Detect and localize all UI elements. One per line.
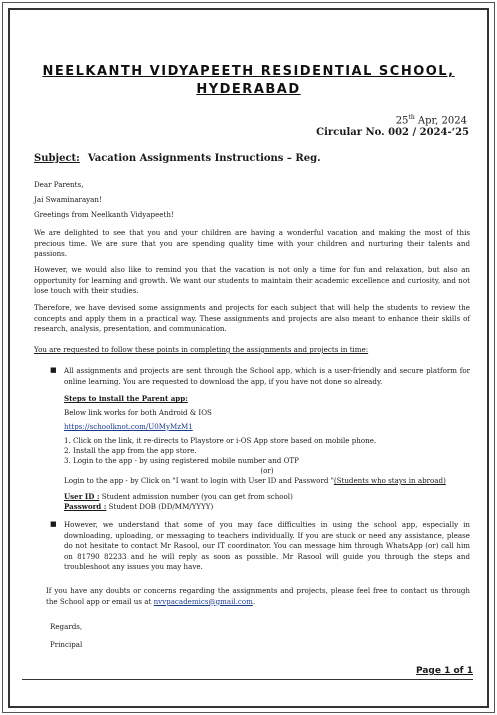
step-3: 3. Login to the app - by using registered mobile number and OTP (64, 456, 299, 465)
paragraph-reminder: However, we would also like to remind you that the vacation is not only a time for fun and relaxation, but also an opportunity for learning and growth. We want our students to maintain their academic excellence and curiosity, and not lose touch with their studies. (34, 265, 470, 296)
step-4: Login to the app - by Click on "I want to login with User ID and Password "(Students who stays in abroad) (64, 476, 446, 485)
bullet-dot: ■ (50, 366, 57, 374)
footer-rule (22, 679, 473, 680)
circular-date: 25th Apr, 2024 (395, 114, 467, 127)
steps-note: Below link works for both Android & IOS (64, 408, 212, 417)
step-or: (or) (260, 466, 274, 475)
paragraph-assignments: Therefore, we have devised some assignments and projects for each subject that will help the students to review the concepts and apply them in a practical way. These assignments and projects are also meant to enhance their skills of research, analysis, presentation, and communication. (34, 303, 470, 334)
paragraph-delighted: We are delighted to see that you and your children are having a wonderful vacation and making the most of this precious time. We are sure that you are spending quality time with your children and nurturing their talents and passions. (34, 228, 470, 259)
password-info: Password : Student DOB (DD/MM/YYYY) (64, 502, 214, 511)
steps-title: Steps to install the Parent app: (64, 394, 188, 403)
bullet-support: However, we understand that some of you may face difficulties in using the school app, especially in downloading, uploading, or messaging to teachers individually. If you are stuck or need any assistance, please do not hesitate to contact Mr Rasool, our IT coordinator. You can message him through WhatsApp (or) call him on 81790 82233 and he will reply as soon as possible. Mr Rasool will guide you through the steps and troubleshoot any issues you may have. (64, 520, 470, 572)
school-name-line2: HYDERABAD (196, 82, 301, 97)
user-id-info: User ID : Student admission number (you can get from school) (64, 492, 293, 501)
closing-paragraph: If you have any doubts or concerns regarding the assignments and projects, please feel free to contact us through the School app or email us at nvvpacademics@gmail.com. (46, 586, 470, 606)
principal-signoff: Principal (50, 640, 83, 649)
circular-number: Circular No. 002 / 2024-‘25 (316, 127, 469, 138)
bullet-app-download: All assignments and projects are sent through the School app, which is a user-friendly and secure platform for online learning. You are requested to download the app, if you have not done so already. (64, 366, 470, 386)
regards: Regards, (50, 622, 83, 631)
greeting-dear-parents: Dear Parents, (34, 180, 84, 189)
email-link[interactable]: nvvpacademics@gmail.com (153, 596, 253, 606)
steps-link[interactable]: https://schoolknot.com/U0MyMzM1 (64, 422, 193, 431)
greeting-jai: Jai Swaminarayan! (34, 195, 102, 204)
page-footer: Page 1 of 1 (416, 666, 473, 676)
paragraph-instructions: You are requested to follow these points in completing the assignments and projects in time: (34, 345, 369, 354)
bullet-dot: ■ (50, 520, 57, 528)
greeting-neelkanth: Greetings from Neelkanth Vidyapeeth! (34, 210, 174, 219)
step-2: 2. Install the app from the app store. (64, 446, 197, 455)
school-name-line1: NEELKANTH VIDYAPEETH RESIDENTIAL SCHOOL, (42, 64, 455, 79)
step-1: 1. Click on the link, it re-directs to Playstore or i-OS App store based on mobile phone. (64, 436, 377, 445)
subject-line: Subject: Vacation Assignments Instructions – Reg. (34, 153, 321, 164)
